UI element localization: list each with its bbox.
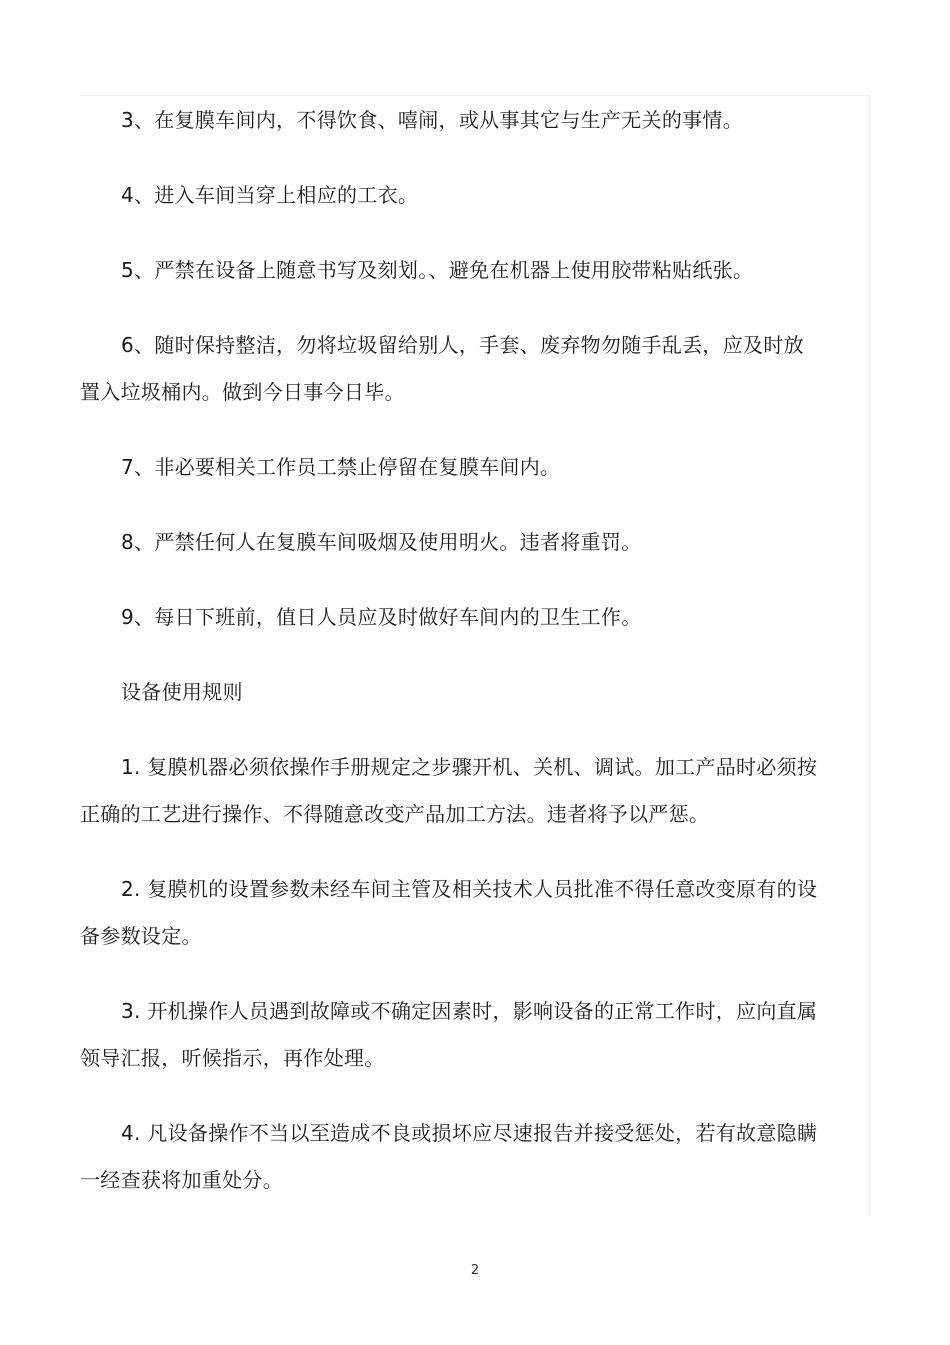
equipment-rule-4: 4. 凡设备操作不当以至造成不良或损坏应尽速报告并接受惩处，若有故意隐瞒一经查获将加重处分。: [80, 1121, 818, 1192]
equipment-rule-3: 3. 开机操作人员遇到故障或不确定因素时，影响设备的正常工作时，应向直属领导汇报，听候指示，再作处理。: [80, 999, 818, 1070]
page-number: 2: [470, 1263, 480, 1278]
rule-item-3: 3、在复膜车间内，不得饮食、嘻闹，或从事其它与生产无关的事情。: [121, 108, 744, 132]
equipment-rule-1: 1. 复膜机器必须依操作手册规定之步骤开机、关机、调试。加工产品时必须按正确的工艺进行操作、不得随意改变产品加工方法。违者将予以严惩。: [80, 755, 818, 826]
rule-item-5: 5、严禁在设备上随意书写及刻划。、避免在机器上使用胶带粘贴纸张。: [121, 258, 754, 282]
rule-item-4: 4、进入车间当穿上相应的工衣。: [121, 183, 419, 207]
page-right-border: [869, 95, 870, 1215]
page-top-border: [80, 95, 870, 96]
section-heading: 设备使用规则: [121, 680, 243, 704]
rule-item-6: 6、随时保持整洁，勿将垃圾留给别人，手套、废弃物勿随手乱丢，应及时放置入垃圾桶内。做到今日事今日毕。: [80, 333, 804, 404]
rule-item-8: 8、严禁任何人在复膜车间吸烟及使用明火。违者将重罚。: [121, 530, 642, 554]
document-body: [80, 97, 820, 1232]
rule-item-9: 9、每日下班前，值日人员应及时做好车间内的卫生工作。: [121, 605, 642, 629]
rule-item-7: 7、非必要相关工作员工禁止停留在复膜车间内。: [121, 455, 561, 479]
equipment-rule-2: 2. 复膜机的设置参数未经车间主管及相关技术人员批准不得任意改变原有的设备参数设定。: [80, 877, 818, 948]
